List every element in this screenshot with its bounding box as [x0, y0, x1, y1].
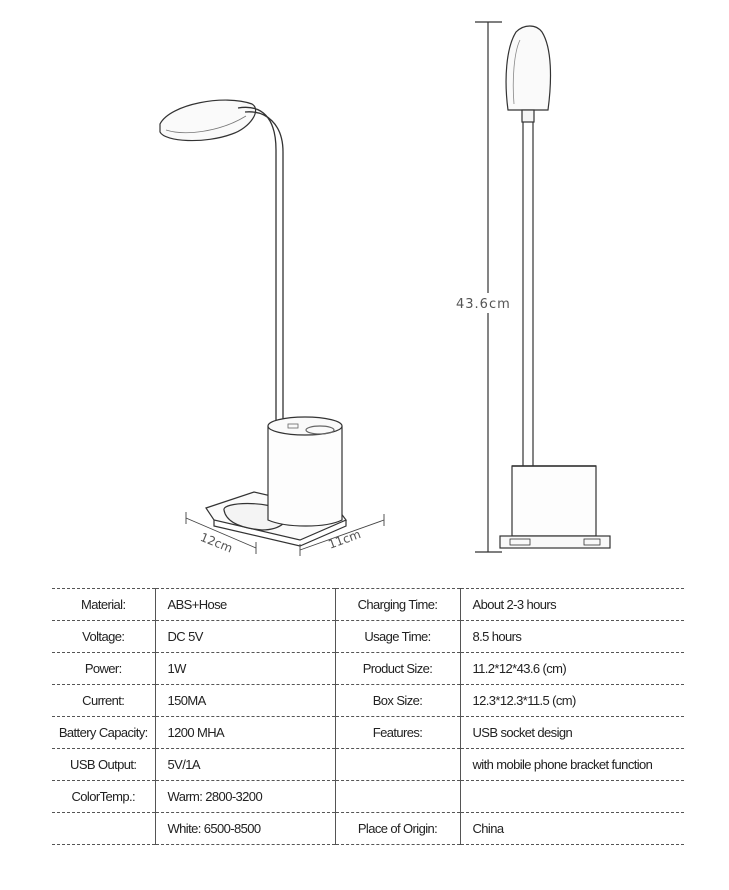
spec-label: ColorTemp.:: [52, 781, 155, 813]
spec-value: 12.3*12.3*11.5 (cm): [460, 685, 684, 717]
table-row: [52, 781, 684, 813]
spec-value: China: [460, 813, 684, 845]
table-row: [52, 813, 684, 845]
spec-value: 8.5 hours: [460, 621, 684, 653]
spec-label: Current:: [52, 685, 155, 717]
spec-label: Box Size:: [335, 685, 460, 717]
spec-label: Material:: [52, 589, 155, 621]
lamp-perspective-view: [160, 100, 384, 556]
width-dimension-label: 12cm: [198, 530, 235, 556]
spec-value: ABS+Hose: [155, 589, 335, 621]
spec-label: Product Size:: [335, 653, 460, 685]
spec-value: 1W: [155, 653, 335, 685]
table-row: [52, 653, 684, 685]
spec-value: About 2-3 hours: [460, 589, 684, 621]
table-row: [52, 717, 684, 749]
spec-label: Battery Capacity:: [52, 717, 155, 749]
spec-table: [52, 588, 684, 845]
spec-value: White: 6500-8500: [155, 813, 335, 845]
table-row: [52, 685, 684, 717]
spec-label: [52, 813, 155, 845]
spec-value: Warm: 2800-3200: [155, 781, 335, 813]
spec-value: 150MA: [155, 685, 335, 717]
spec-label: Usage Time:: [335, 621, 460, 653]
height-dimension-label: 43.6cm: [456, 297, 511, 312]
spec-value: with mobile phone bracket function: [460, 749, 684, 781]
lamp-front-view: [475, 22, 610, 552]
spec-value: USB socket design: [460, 717, 684, 749]
spec-value: 1200 MHA: [155, 717, 335, 749]
table-row: [52, 621, 684, 653]
spec-label: Power:: [52, 653, 155, 685]
spec-label: Features:: [335, 717, 460, 749]
spec-label: Voltage:: [52, 621, 155, 653]
spec-value: DC 5V: [155, 621, 335, 653]
spec-label: [335, 781, 460, 813]
table-row: [52, 589, 684, 621]
table-row: [52, 749, 684, 781]
spec-value: [460, 781, 684, 813]
spec-label: [335, 749, 460, 781]
spec-label: USB Output:: [52, 749, 155, 781]
spec-label: Charging Time:: [335, 589, 460, 621]
depth-dimension-label: 11cm: [326, 527, 363, 552]
spec-value: 5V/1A: [155, 749, 335, 781]
spec-value: 11.2*12*43.6 (cm): [460, 653, 684, 685]
spec-label: Place of Origin:: [335, 813, 460, 845]
